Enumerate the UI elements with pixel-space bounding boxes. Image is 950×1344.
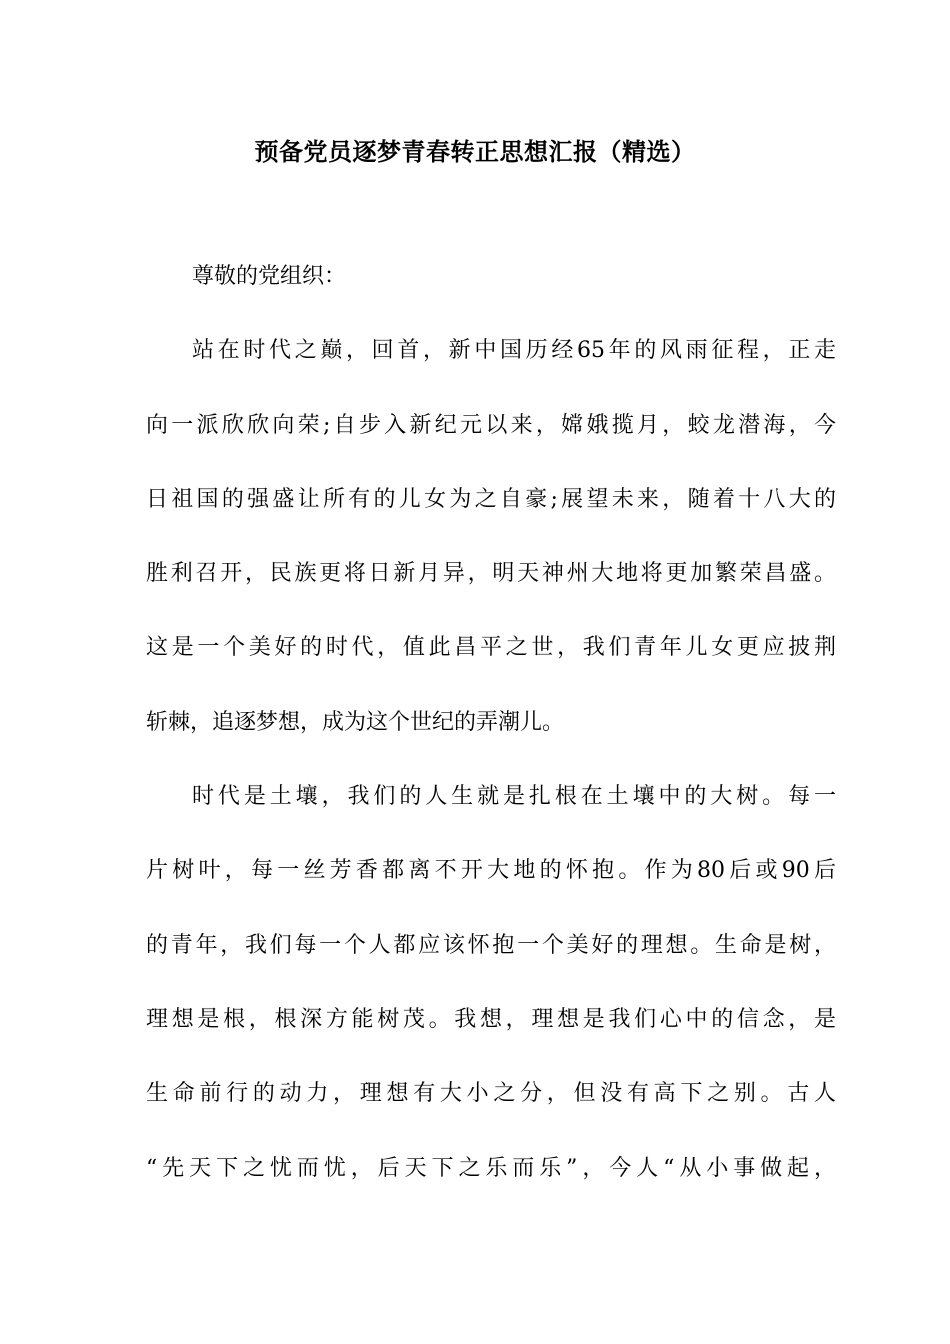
paragraph-line: 生命前行的动力，理想有大小之分，但没有高下之别。古人 [146,1081,836,1107]
paragraph-line: 时代是土壤，我们的人生就是扎根在土壤中的大树。每一 [192,784,836,810]
document-body [146,258,836,1224]
paragraph-line: 理想是根，根深方能树茂。我想，理想是我们心中的信念，是 [146,1006,836,1032]
paragraph-line: 斩棘，追逐梦想，成为这个世纪的弄潮儿。 [146,709,565,735]
paragraph-line: 的青年，我们每一个人都应该怀抱一个美好的理想。生命是树， [146,932,836,958]
paragraph-line: 胜利召开，民族更将日新月异，明天神州大地将更加繁荣昌盛。 [146,561,836,587]
paragraph-line: 日祖国的强盛让所有的儿女为之自豪;展望未来，随着十八大的 [146,486,836,512]
paragraph-line: 站在时代之巅，回首，新中国历经65年的风雨征程，正走 [192,338,836,364]
document-title: 预备党员逐梦青春转正思想汇报（精选） [254,137,696,166]
salutation-line: 尊敬的党组织： [192,264,347,289]
paragraph-line: “先天下之忧而忧，后天下之乐而乐”，今人“从小事做起， [146,1155,836,1181]
paragraph-line: 这是一个美好的时代，值此昌平之世，我们青年儿女更应披荆 [146,635,836,661]
paragraph-line: 片树叶，每一丝芳香都离不开大地的怀抱。作为80后或90后 [146,858,836,884]
paragraph-line: 向一派欣欣向荣;自步入新纪元以来，嫦娥揽月，蛟龙潜海，今 [146,412,836,438]
